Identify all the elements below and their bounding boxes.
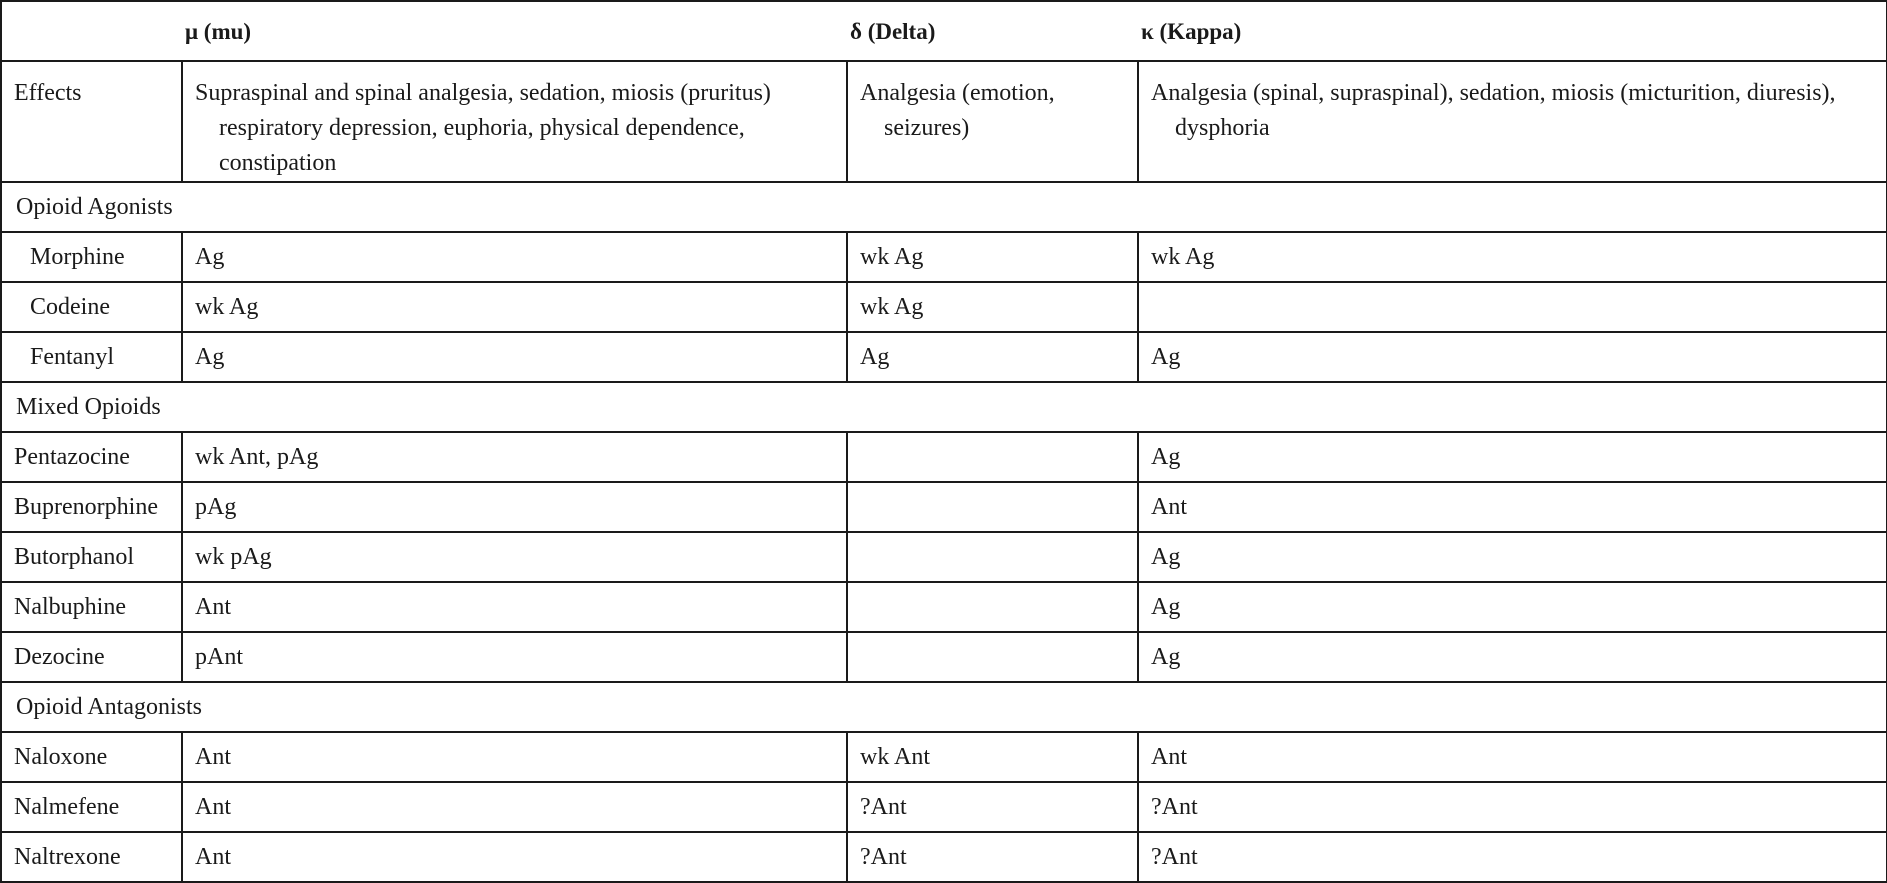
group-header-row	[1, 182, 1887, 232]
kappa-value	[1138, 282, 1887, 332]
drug-name: Fentanyl	[1, 332, 182, 382]
mu-value: wk pAg	[182, 532, 847, 582]
kappa-value: Ag	[1138, 582, 1887, 632]
mu-value: Ag	[182, 332, 847, 382]
table-row	[1, 532, 1887, 582]
table-row	[1, 482, 1887, 532]
kappa-value: ?Ant	[1138, 832, 1887, 882]
mu-value: wk Ant, pAg	[182, 432, 847, 482]
header-mu: μ (mu)	[182, 1, 847, 61]
delta-value: wk Ag	[847, 282, 1138, 332]
table-row	[1, 732, 1887, 782]
drug-name: Codeine	[1, 282, 182, 332]
header-delta: δ (Delta)	[847, 1, 1138, 61]
kappa-value: Ag	[1138, 332, 1887, 382]
mu-value: Ag	[182, 232, 847, 282]
mu-value: Ant	[182, 582, 847, 632]
effects-kappa: Analgesia (spinal, supraspinal), sedation, miosis (micturition, diuresis), dysphoria	[1138, 61, 1887, 182]
delta-value	[847, 582, 1138, 632]
table-row	[1, 832, 1887, 882]
delta-value: ?Ant	[847, 832, 1138, 882]
header-kappa: κ (Kappa)	[1138, 1, 1887, 61]
kappa-value: ?Ant	[1138, 782, 1887, 832]
effects-label: Effects	[1, 61, 182, 182]
drug-name: Butorphanol	[1, 532, 182, 582]
drug-name: Dezocine	[1, 632, 182, 682]
table-row	[1, 282, 1887, 332]
delta-value	[847, 432, 1138, 482]
drug-name: Buprenorphine	[1, 482, 182, 532]
delta-value	[847, 482, 1138, 532]
delta-value: wk Ant	[847, 732, 1138, 782]
mu-value: Ant	[182, 732, 847, 782]
kappa-value: wk Ag	[1138, 232, 1887, 282]
table-row	[1, 432, 1887, 482]
kappa-value: Ag	[1138, 632, 1887, 682]
effects-row	[1, 61, 1887, 182]
drug-name: Naltrexone	[1, 832, 182, 882]
kappa-value: Ag	[1138, 532, 1887, 582]
table-row	[1, 582, 1887, 632]
delta-value	[847, 632, 1138, 682]
delta-value: wk Ag	[847, 232, 1138, 282]
group-title: Opioid Antagonists	[1, 682, 1887, 732]
group-header-row	[1, 682, 1887, 732]
drug-name: Nalbuphine	[1, 582, 182, 632]
delta-value: ?Ant	[847, 782, 1138, 832]
table-row	[1, 232, 1887, 282]
effects-delta: Analgesia (emotion, seizures)	[847, 61, 1138, 182]
group-title: Opioid Agonists	[1, 182, 1887, 232]
drug-name: Naloxone	[1, 732, 182, 782]
mu-value: pAnt	[182, 632, 847, 682]
table-row	[1, 332, 1887, 382]
delta-value	[847, 532, 1138, 582]
group-title: Mixed Opioids	[1, 382, 1887, 432]
kappa-value: Ant	[1138, 482, 1887, 532]
drug-name: Morphine	[1, 232, 182, 282]
header-blank	[1, 1, 182, 61]
effects-mu: Supraspinal and spinal analgesia, sedation, miosis (pruritus) respiratory depression, euphoria, physical dependence, constipation	[182, 61, 847, 182]
drug-name: Nalmefene	[1, 782, 182, 832]
drug-name: Pentazocine	[1, 432, 182, 482]
delta-value: Ag	[847, 332, 1138, 382]
mu-value: pAg	[182, 482, 847, 532]
group-header-row	[1, 382, 1887, 432]
kappa-value: Ant	[1138, 732, 1887, 782]
kappa-value: Ag	[1138, 432, 1887, 482]
header-row	[1, 1, 1887, 61]
mu-value: Ant	[182, 832, 847, 882]
table-row	[1, 632, 1887, 682]
table-row	[1, 782, 1887, 832]
mu-value: wk Ag	[182, 282, 847, 332]
mu-value: Ant	[182, 782, 847, 832]
